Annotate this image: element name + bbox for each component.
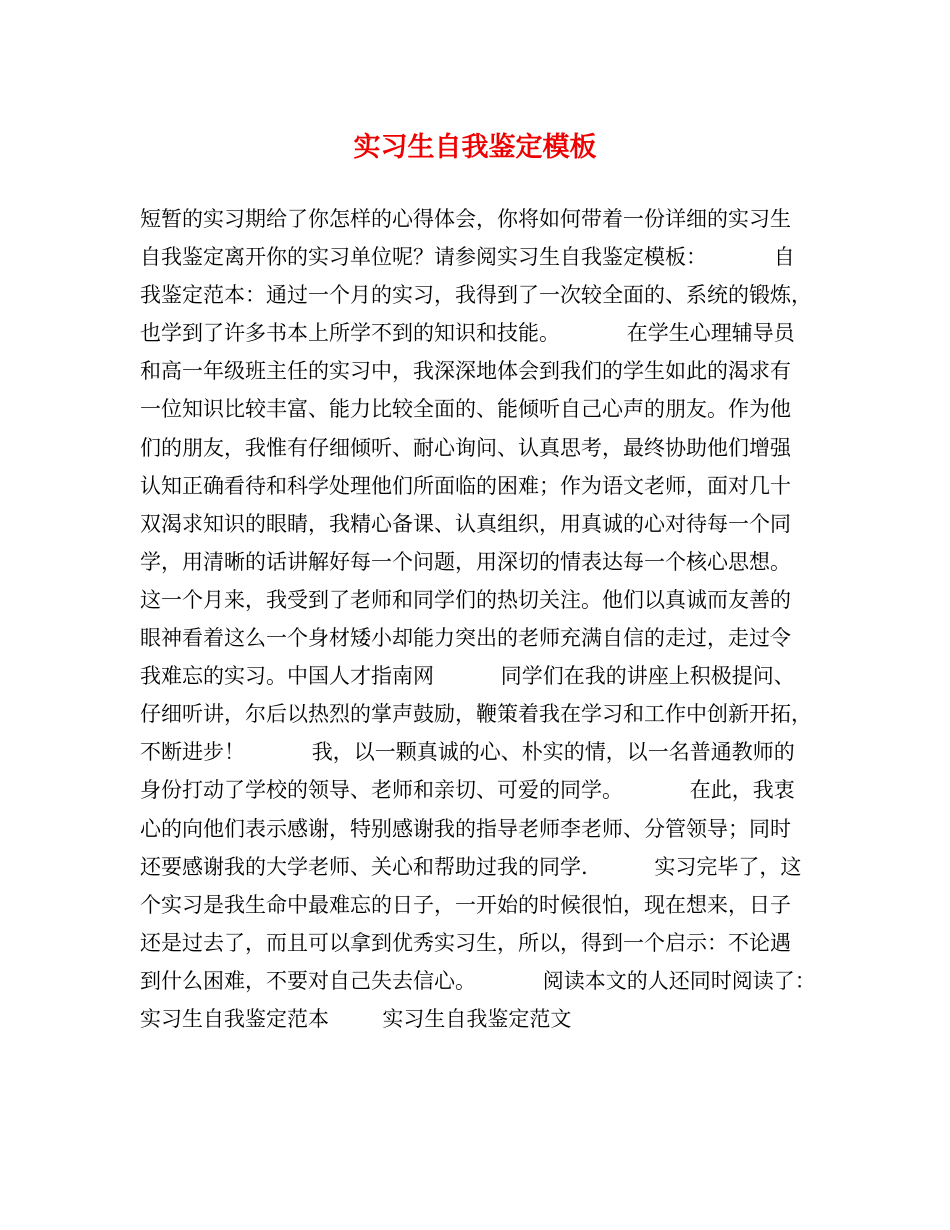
body-line: 我难忘的实习。中国人才指南网 同学们在我的讲座上积极提问、 [140,664,795,689]
body-line: 和高一年级班主任的实习中，我深深地体会到我们的学生如此的渴求有 [140,359,791,384]
body-line: 身份打动了学校的领导、老师和亲切、可爱的同学。 在此，我衷 [140,778,795,803]
body-line: 短暂的实习期给了你怎样的心得体会，你将如何带着一份详细的实习生 [140,207,791,231]
body-line: 还是过去了，而且可以拿到优秀实习生，所以，得到一个启示：不论遇 [140,930,791,955]
body-line: 仔细听讲，尔后以热烈的掌声鼓励，鞭策着我在学习和工作中创新开拓， [140,702,812,727]
body-line: 不断进步！ 我，以一颗真诚的心、朴实的情，以一名普通教师的 [140,740,795,765]
body-line: 心的向他们表示感谢，特别感谢我的指导老师李老师、分管领导；同时 [140,816,791,841]
body-line: 眼神看着这么一个身材矮小却能力突出的老师充满自信的走过，走过令 [140,626,791,651]
body-line: 个实习是我生命中最难忘的日子，一开始的时候很怕，现在想来，日子 [140,892,791,917]
body-line: 我鉴定范本：通过一个月的实习，我得到了一次较全面的、系统的锻炼， [140,283,812,308]
body-line: 自我鉴定离开你的实习单位呢？请参阅实习生自我鉴定模板： 自 [140,245,795,270]
body-line: 认知正确看待和科学处理他们所面临的困难；作为语文老师，面对几十 [140,473,791,498]
body-line: 还要感谢我的大学老师、关心和帮助过我的同学. 实习完毕了，这 [140,854,802,879]
document-body [140,200,840,1038]
body-line: 实习生自我鉴定范本 实习生自我鉴定范文 [140,1006,572,1031]
body-line: 们的朋友，我惟有仔细倾听、耐心询问、认真思考，最终协助他们增强 [140,435,791,460]
body-line: 一位知识比较丰富、能力比较全面的、能倾听自己心声的朋友。作为他 [140,397,791,422]
body-line: 双渴求知识的眼睛，我精心备课、认真组织，用真诚的心对待每一个同 [140,511,791,536]
body-line: 到什么困难，不要对自己失去信心。 阅读本文的人还同时阅读了： [140,968,816,993]
body-line: 这一个月来，我受到了老师和同学们的热切关注。他们以真诚而友善的 [140,587,791,612]
body-line: 也学到了许多书本上所学不到的知识和技能。 在学生心理辅导员 [140,321,795,346]
document-title: 实习生自我鉴定模板 [353,132,597,163]
body-line: 学，用清晰的话讲解好每一个问题，用深切的情表达每一个核心思想。 [140,549,791,574]
